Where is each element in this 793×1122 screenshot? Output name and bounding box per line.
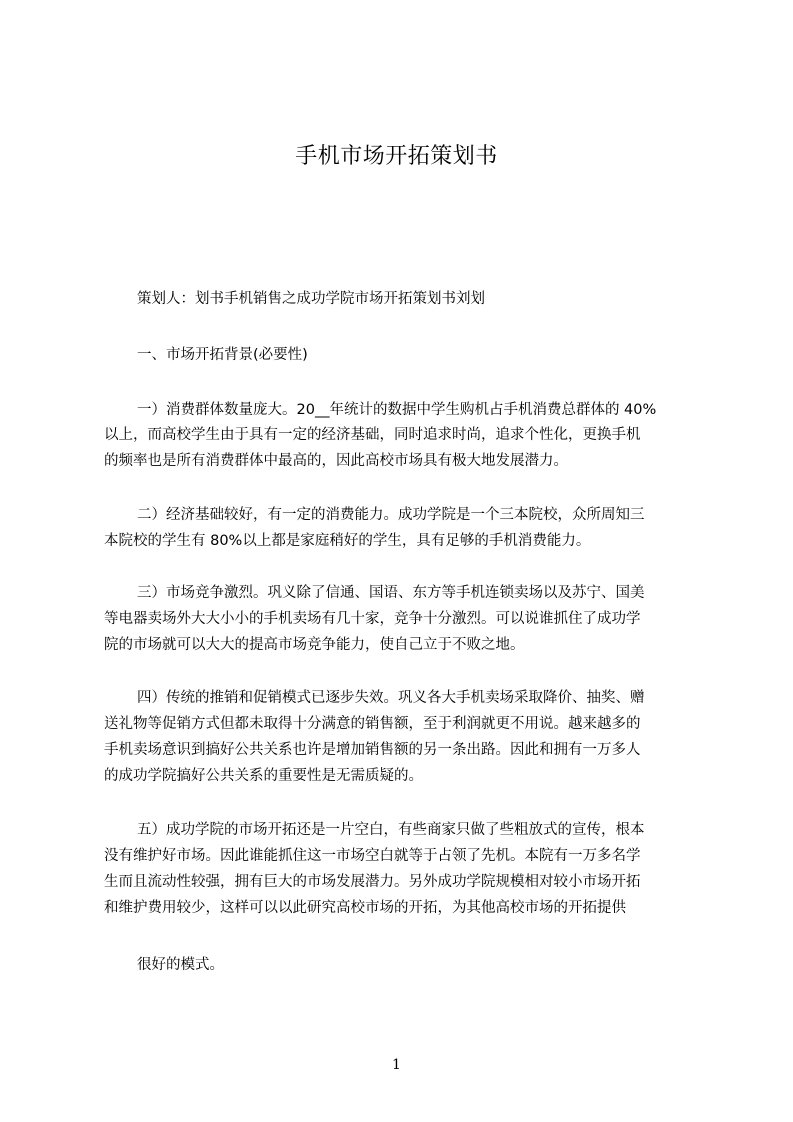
page-number: 1 [392,1057,401,1073]
trailing-line: 很好的模式。 [137,957,224,973]
paragraph-line: 本院校的学生有 80%以上都是家庭稍好的学生，具有足够的手机消费能力。 [104,533,591,549]
paragraph-line: 四）传统的推销和促销模式已逐步失效。巩义各大手机卖场采取降价、抽奖、赠 [137,690,645,706]
paragraph-line: 二）经济基础较好，有一定的消费能力。成功学院是一个三本院校，众所周知三 [137,507,645,523]
paragraph-line: 手机卖场意识到搞好公共关系也许是增加销售额的另一条出路。因此和拥有一万多人 [104,742,641,758]
paragraph-line: 一）消费群体数量庞大。20__年统计的数据中学生购机占手机消费总群体的 40% [137,402,657,418]
paragraph-line: 的频率也是所有消费群体中最高的，因此高校市场具有极大地发展潜力。 [104,453,568,469]
paragraph-line: 院的市场就可以大大的提高市场竞争能力，使自己立于不败之地。 [104,637,525,653]
paragraph-line: 没有维护好市场。因此谁能抓住这一市场空白就等于占领了先机。本院有一万多名学 [104,848,641,864]
paragraph-line: 以上，而高校学生由于具有一定的经济基础，同时追求时尚，追求个性化，更换手机 [104,427,641,443]
author-line: 策划人：划书手机销售之成功学院市场开拓策划书刘划 [137,291,485,307]
paragraph-line: 的成功学院搞好公共关系的重要性是无需质疑的。 [104,768,423,784]
paragraph-line: 送礼物等促销方式但都未取得十分满意的销售额，至于利润就更不用说。越来越多的 [104,716,641,732]
paragraph-line: 生而且流动性较强，拥有巨大的市场发展潜力。另外成功学院规模相对较小市场开拓 [104,874,641,890]
document-title: 手机市场开拓策划书 [295,144,498,169]
section-heading: 一、市场开拓背景(必要性) [137,347,308,363]
paragraph-line: 等电器卖场外大大小小的手机卖场有几十家，竞争十分激烈。可以说谁抓住了成功学 [104,611,641,627]
paragraph-line: 和维护费用较少，这样可以以此研究高校市场的开拓，为其他高校市场的开拓提供 [104,900,626,916]
paragraph-line: 五）成功学院的市场开拓还是一片空白，有些商家只做了些粗放式的宣传，根本 [137,822,645,838]
paragraph-line: 三）市场竞争激烈。巩义除了信通、国语、东方等手机连锁卖场以及苏宁、国美 [137,585,645,601]
